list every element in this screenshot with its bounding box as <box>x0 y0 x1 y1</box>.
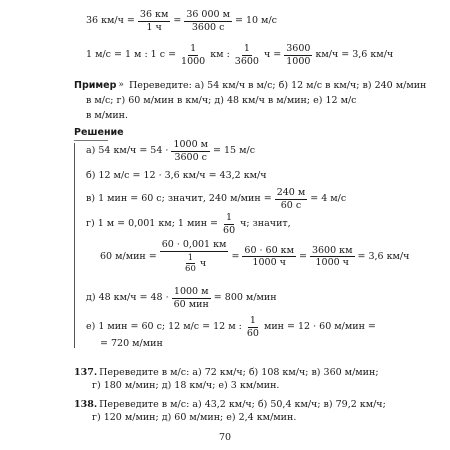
fraction-compound: 60 · 0,001 км $\frac{1}{60}$ ч <box>161 239 227 274</box>
fraction: $\frac{36 000 м}{3600 с}$ <box>186 9 230 33</box>
fraction: $\frac{240 м}{60 с}$ <box>276 187 306 211</box>
example-line-2: в м/с; г) 60 м/мин в км/ч; д) 48 км/ч в м/мин; е) 12 м/с <box>86 95 357 106</box>
solution-vertical-bar <box>74 143 75 348</box>
task-number: 138. <box>74 399 98 410</box>
solution-b: б) 12 м/с = 12 · 3,6 км/ч = 43,2 км/ч <box>86 170 267 181</box>
solution-g-line-1: г) 1 м = 0,001 км; 1 мин = $\frac{1}{60}$ ч; значит, <box>86 212 291 236</box>
solution-label: Решение <box>74 127 124 138</box>
example-marker-icon: » <box>118 80 124 91</box>
task-138-line-1: 138. Переведите в м/с: а) 43,2 км/ч; б) 50,4 км/ч; в) 79,2 км/ч; <box>74 399 386 410</box>
task-number: 137. <box>74 367 98 378</box>
fraction: $\frac{1000 м}{3600 с}$ <box>173 139 209 163</box>
example-line-1: Пример » Переведите: а) 54 км/ч в м/с; б) 12 м/с в км/ч; в) 240 м/мин <box>74 80 427 91</box>
fraction: $\frac{3600}{1000}$ <box>286 43 311 67</box>
fraction: $\frac{1}{3600}$ <box>234 43 259 67</box>
example-label: Пример <box>74 80 117 91</box>
solution-d: д) 48 км/ч = 48 · $\frac{1000 м}{\text{60 мин}}$ = 800 м/мин <box>86 286 277 310</box>
fraction: $\frac{1}{60}$ <box>223 212 236 236</box>
fraction: $\frac{3600 км}{1000 ч}$ <box>311 244 353 269</box>
example-line-3: в м/мин. <box>86 110 129 121</box>
fraction: $\frac{60 \cdot 60 км}{1000 ч}$ <box>244 244 294 269</box>
fraction: $\frac{1}{60}$ <box>246 315 259 339</box>
task-137-line-1: 137. Переведите в м/с: а) 72 км/ч; б) 108 км/ч; в) 360 м/мин; <box>74 367 379 378</box>
solution-a: а) 54 км/ч = 54 · $\frac{1000 м}{3600 с}$ = 15 м/с <box>86 139 256 163</box>
solution-v: в) 1 мин = 60 с; значит, 240 м/мин = $\frac{240 м}{60 с}$ = 4 м/с <box>86 187 347 211</box>
page-number: 70 <box>218 432 232 443</box>
task-138-line-2: г) 120 м/мин; д) 60 м/мин; е) 2,4 км/мин. <box>92 412 297 423</box>
fraction: $\frac{36 км}{1 ч}$ <box>139 9 169 33</box>
solution-e-line-2: = 720 м/мин <box>100 338 163 349</box>
formula-ms-to-kmh: 1 м/с = 1 м : 1 с = $\frac{1}{1000}$ км : $\frac{1}{3600}$ ч = $\frac{3600}{1000}$ км/ч = 3,6 км/ч <box>86 43 394 67</box>
fraction: $\frac{1}{1000}$ <box>181 43 206 67</box>
task-137-line-2: г) 180 м/мин; д) 18 км/ч; е) 3 км/мин. <box>92 380 280 391</box>
fraction: $\frac{1}{60}$ <box>185 252 196 274</box>
solution-g-line-2: 60 м/мин = 60 · 0,001 км $\frac{1}{60}$ ч = $\frac{60 \cdot 60 км}{1000 ч}$ = $\frac{3600 км}{1000 ч}$ = 3,6 км/ч <box>100 239 410 274</box>
formula-lhs: 36 км/ч = <box>86 15 135 27</box>
solution-e-line-1: е) 1 мин = 60 с; 12 м/с = 12 м : $\frac{1}{60}$ мин = 12 · 60 м/мин = <box>86 315 376 339</box>
fraction: $\frac{1000 м}{\text{60 мин}}$ <box>173 286 209 310</box>
formula-kmh-to-ms: 36 км/ч = $\frac{36 км}{1 ч}$ = $\frac{36 000 м}{3600 с}$ = 10 м/с <box>86 9 277 33</box>
